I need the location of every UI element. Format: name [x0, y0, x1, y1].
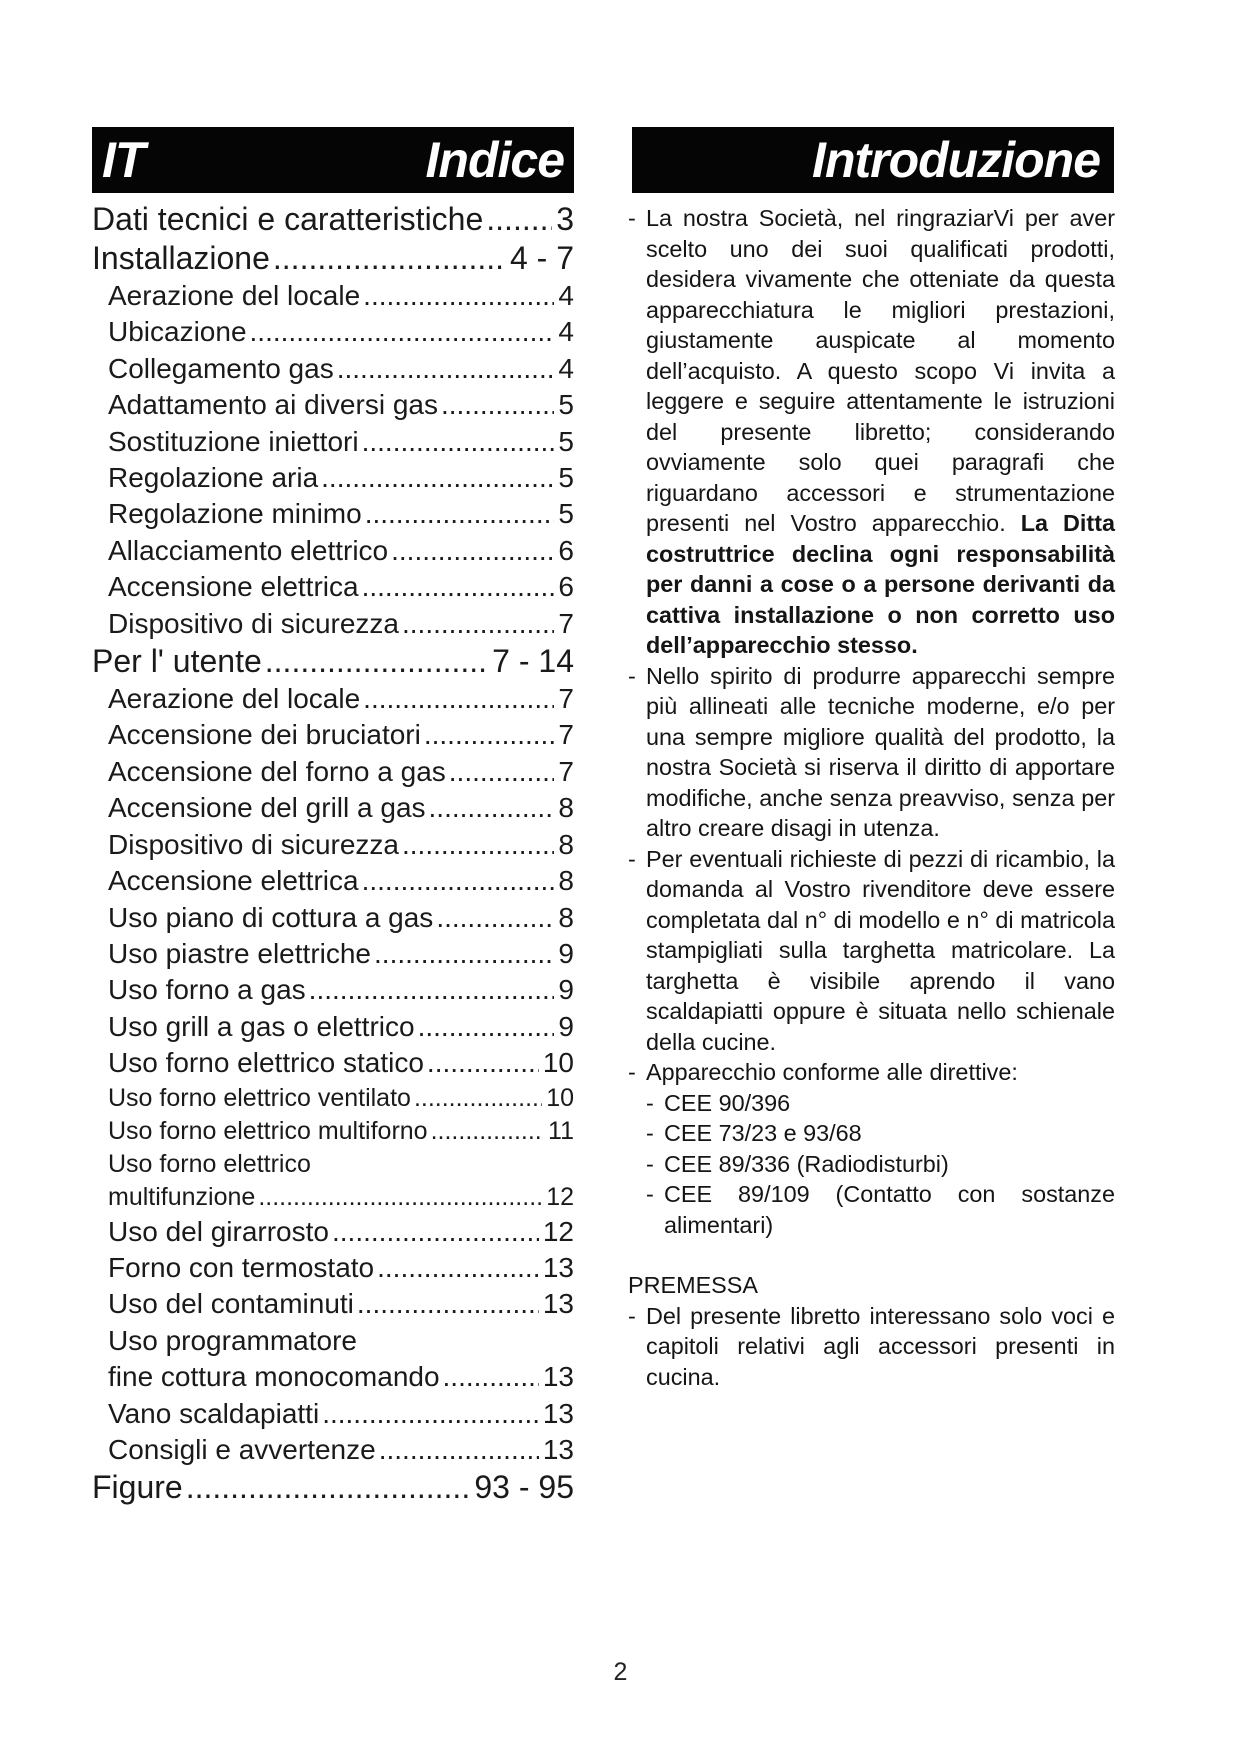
toc-entry-page: 7: [558, 755, 574, 787]
toc-dot-leader: [424, 1045, 539, 1081]
premessa-text: Del presente libretto interessano solo voci e capitoli relativi agli accessori presenti in cucina.: [646, 1302, 1115, 1390]
directive-item: - CEE 89/336 (Radiodisturbi): [646, 1150, 949, 1177]
toc-entry-title: Collegamento gas: [108, 352, 334, 384]
toc-entry-title: Vano scaldapiatti: [108, 1397, 320, 1429]
toc-entry: [92, 790, 574, 826]
introduction-text: [628, 203, 1115, 1392]
directive-text: CEE 90/396: [664, 1089, 791, 1116]
toc-entry-title: Figure: [92, 1469, 183, 1506]
toc-entry-page: 4: [558, 280, 574, 311]
toc-entry: [92, 1214, 574, 1250]
toc-entry: [92, 1115, 574, 1148]
toc-entry: [92, 642, 574, 681]
toc-entry: [92, 1148, 574, 1214]
toc-entry: [92, 1468, 574, 1507]
toc-entry-title: Dispositivo di sicurezza: [108, 828, 399, 860]
toc-entry-title: Uso forno elettrico statico: [108, 1047, 424, 1079]
toc-entry: [92, 569, 574, 605]
toc-entry-page: 9: [558, 974, 574, 1006]
toc-dot-leader: [319, 1396, 539, 1432]
toc-entry-title: Accensione elettrica: [108, 571, 359, 603]
toc-entry-page: 9: [558, 1010, 574, 1042]
toc-entry-title: multifunzione: [108, 1182, 256, 1211]
toc-entry: [92, 387, 574, 423]
toc-dot-leader: [262, 642, 488, 681]
toc-dot-leader: [421, 717, 555, 753]
toc-entry-page: 8: [558, 828, 574, 860]
index-title: Indice: [425, 132, 564, 188]
toc-entry-page: 5: [558, 498, 574, 530]
toc-entry-title: Uso forno elettrico ventilato: [108, 1083, 411, 1112]
toc-entry-page: 13: [542, 1361, 574, 1393]
toc-dot-leader: [318, 460, 554, 496]
toc-entry: [92, 1432, 574, 1468]
toc-entry-page: 13: [542, 1397, 574, 1429]
intro-paragraph-4-text: Apparecchio conforme alle direttive:: [646, 1059, 1018, 1085]
toc-entry-title: Regolazione aria: [108, 462, 319, 494]
toc-dot-leader: [411, 1082, 542, 1115]
toc-entry: [92, 314, 574, 350]
toc-entry: [92, 278, 574, 314]
toc-dot-leader: [426, 790, 555, 826]
toc-entry: [92, 754, 574, 790]
toc-entry-title: Per l' utente: [92, 643, 262, 680]
toc-entry-title: Uso piano di cottura a gas: [108, 901, 434, 933]
toc-dot-leader: [354, 1286, 539, 1322]
premessa-heading: PREMESSA: [628, 1272, 758, 1298]
toc-entry-title: Dispositivo di sicurezza: [108, 607, 399, 639]
intro-paragraph-1-text: La nostra Società, nel ringraziarVi per aver scelto uno dei suoi qualificati prodotti, desidera vivamente che otteniate da questa apparecchiatura le migliori prestazioni, giustamente auspicate al momento dell’acquisto. A questo scopo Vi invita a leggere e seguire attentamente le istruzioni del presente libretto; considerando ovviamente solo quei paragrafi che riguardano accessori e strumentazione presenti nel Vostro apparecchio.: [646, 205, 1115, 536]
directive-text: CEE 89/336 (Radiodisturbi): [664, 1150, 949, 1177]
toc-entry: [92, 936, 574, 972]
toc-dot-leader: [270, 239, 506, 278]
toc-entry-title: Uso del contaminuti: [108, 1288, 354, 1320]
toc-entry: [92, 351, 574, 387]
toc-entry-title: Aerazione del locale: [108, 280, 361, 311]
toc-entry: [92, 1009, 574, 1045]
directive-item: - CEE 90/396: [646, 1089, 791, 1116]
directive-text: CEE 89/109 (Contatto con sostanze alimentari): [664, 1181, 1115, 1238]
toc-entry-page: 93 - 95: [474, 1469, 574, 1506]
toc-entry-page: 6: [558, 571, 574, 603]
toc-entry-page: 3: [556, 201, 574, 237]
toc-entry-title-line: Uso programmatore: [108, 1324, 357, 1356]
intro-paragraph-3: - Per eventuali richieste di pezzi di ricambio, la domanda al Vostro rivenditore deve essere completata dal n° di modello e n° di matricola stampigliati sulla targhetta matricolare. La targhetta è visibile aprendo il vano scaldapiatti oppure è situata nello schienale della cucine.: [628, 845, 1115, 1055]
toc-entry-title: Consigli e avvertenze: [108, 1433, 376, 1465]
toc-entry: [92, 1286, 574, 1322]
language-code: IT: [102, 132, 145, 188]
toc-entry-page: 7: [558, 683, 574, 715]
toc-entry: [92, 1250, 574, 1286]
toc-entry-page: 13: [542, 1251, 574, 1283]
page-number: 2: [613, 1658, 628, 1686]
toc-entry-page: 10: [546, 1083, 574, 1112]
toc-entry-page: 5: [558, 425, 574, 457]
toc-entry: [92, 972, 574, 1008]
toc-dot-leader: [247, 314, 555, 350]
toc-dot-leader: [446, 754, 555, 790]
intro-paragraph-3-text: Per eventuali richieste di pezzi di ricambio, la domanda al Vostro rivenditore deve essere completata dal n° di modello e n° di matricola stampigliati sulla targhetta matricolare. La targhetta è visibile aprendo il vano scaldapiatti oppure è situata nello schienale della cucine.: [646, 845, 1115, 1055]
toc-entry-title: Regolazione minimo: [108, 498, 362, 530]
toc-entry: [92, 460, 574, 496]
toc-dot-leader: [329, 1214, 539, 1250]
toc-dot-leader: [433, 900, 554, 936]
premessa-paragraph: - Del presente libretto interessano solo voci e capitoli relativi agli accessori presenti in cucina.: [628, 1302, 1115, 1390]
toc-entry-page: 12: [542, 1215, 574, 1247]
toc-dot-leader: [360, 278, 554, 314]
toc-entry-title: Uso grill a gas o elettrico: [108, 1010, 415, 1042]
toc-dot-leader: [399, 606, 554, 642]
toc-entry-title: Uso piastre elettriche: [108, 937, 372, 969]
toc-entry-page: 13: [542, 1288, 574, 1320]
toc-entry-title: Accensione del grill a gas: [108, 792, 426, 824]
toc-entry-page: 5: [558, 462, 574, 494]
toc-entry: [92, 200, 574, 239]
intro-paragraph-2: - Nello spirito di produrre apparecchi sempre più allineati alle tecniche moderne, e/o per una sempre migliore qualità del prodotto, la nostra Società si riserva il diritto di apportare modifiche, anche senza preavviso, senza per altro creare disagi in utenza.: [628, 662, 1115, 841]
toc-entry: [92, 900, 574, 936]
toc-entry-title: Accensione dei bruciatori: [108, 719, 421, 751]
toc-entry-title: Uso forno elettrico multiforno: [108, 1116, 428, 1145]
toc-dot-leader: [399, 827, 554, 863]
introduction-title: Introduzione: [812, 132, 1100, 188]
toc-entry-page: 4: [558, 316, 574, 348]
toc-entry-title: Dati tecnici e caratteristiche: [92, 201, 484, 237]
liability-disclaimer: La Ditta costruttrice declina ogni responsabilità per danni a cose o a persone derivanti da cattiva installazione o non corretto uso dell’apparecchio stesso.: [646, 510, 1115, 658]
toc-entry-title: Installazione: [92, 240, 270, 276]
toc-entry: [92, 496, 574, 532]
toc-dot-leader: [360, 681, 554, 717]
toc-entry-page: 7: [558, 719, 574, 751]
toc-entry-page: 6: [558, 534, 574, 566]
toc-dot-leader: [306, 972, 555, 1008]
toc-entry: [92, 606, 574, 642]
toc-entry-page: 5: [558, 389, 574, 421]
toc-entry-page: 13: [542, 1433, 574, 1465]
toc-entry-title-line: Uso forno elettrico: [108, 1149, 311, 1178]
toc-dot-leader: [376, 1432, 539, 1468]
directive-item: - CEE 89/109 (Contatto con sostanze alimentari): [646, 1181, 1115, 1238]
toc-dot-leader: [359, 569, 555, 605]
toc-entry-title: Aerazione del locale: [108, 683, 361, 715]
toc-entry: [92, 1082, 574, 1115]
toc-dot-leader: [183, 1468, 471, 1507]
toc-entry-title: Allacciamento elettrico: [108, 534, 389, 566]
toc-entry: [92, 1045, 574, 1081]
toc-dot-leader: [362, 496, 555, 532]
toc-entry: [92, 681, 574, 717]
toc-entry-page: 4 - 7: [509, 240, 574, 276]
toc-entry: [92, 1323, 574, 1396]
toc-dot-leader: [440, 1359, 539, 1395]
toc-dot-leader: [334, 351, 555, 387]
introduction-header: [632, 127, 1114, 193]
toc-entry-title: Forno con termostato: [108, 1251, 375, 1283]
toc-entry-title: Accensione elettrica: [108, 865, 359, 897]
toc-entry-page: 10: [542, 1047, 574, 1079]
toc-entry-title: Ubicazione: [108, 316, 247, 348]
table-of-contents: [92, 200, 574, 1507]
toc-dot-leader: [359, 863, 555, 899]
toc-entry-title: Uso forno a gas: [108, 974, 306, 1006]
toc-entry-page: 7: [558, 607, 574, 639]
toc-entry-page: 9: [558, 937, 574, 969]
toc-dot-leader: [374, 1250, 539, 1286]
toc-entry-page: 4: [558, 352, 574, 384]
toc-dot-leader: [415, 1009, 555, 1045]
toc-dot-leader: [371, 936, 554, 972]
toc-entry-page: 7 - 14: [492, 643, 574, 680]
toc-entry-page: 12: [546, 1182, 574, 1211]
toc-entry-page: 8: [558, 792, 574, 824]
toc-entry-page: 11: [548, 1116, 574, 1145]
toc-entry: [92, 239, 574, 278]
intro-paragraph-1: - La nostra Società, nel ringraziarVi per aver scelto uno dei suoi qualificati prodotti, desidera vivamente che otteniate da questa apparecchiatura le migliori prestazioni, giustamente auspicate al momento dell’acquisto. A questo scopo Vi invita a leggere e seguire attentamente le istruzioni del presente libretto; considerando ovviamente solo quei paragrafi che riguardano accessori e strumentazione presenti nel Vostro apparecchio. La Ditta costruttrice declina ogni responsabilità per danni a cose o a persone derivanti da cattiva installazione o non corretto uso dell’apparecchio stesso.: [628, 205, 1115, 658]
toc-entry-title: Uso del girarrosto: [108, 1215, 329, 1247]
toc-dot-leader: [428, 1115, 544, 1148]
toc-entry-title: fine cottura monocomando: [108, 1361, 440, 1393]
toc-dot-leader: [483, 200, 552, 239]
toc-entry: [92, 717, 574, 753]
intro-paragraph-4: - Apparecchio conforme alle direttive:: [628, 1059, 1018, 1085]
toc-entry: [92, 863, 574, 899]
intro-paragraph-2-text: Nello spirito di produrre apparecchi sempre più allineati alle tecniche moderne, e/o per una sempre migliore qualità del prodotto, la nostra Società si riserva il diritto di apportare modifiche, anche senza preavviso, senza per altro creare disagi in utenza.: [646, 662, 1115, 841]
toc-dot-leader: [255, 1181, 542, 1214]
toc-entry-page: 8: [558, 865, 574, 897]
toc-entry-title: Accensione del forno a gas: [108, 755, 446, 787]
index-header: [92, 127, 574, 193]
toc-dot-leader: [359, 424, 555, 460]
directive-item: - CEE 73/23 e 93/68: [646, 1120, 862, 1146]
toc-entry: [92, 533, 574, 569]
toc-entry-title: Sostituzione iniettori: [108, 425, 359, 457]
toc-entry: [92, 1396, 574, 1432]
toc-dot-leader: [438, 387, 554, 423]
toc-entry: [92, 424, 574, 460]
toc-entry: [92, 827, 574, 863]
toc-entry-title: Adattamento ai diversi gas: [108, 389, 438, 421]
toc-dot-leader: [388, 533, 554, 569]
directive-text: CEE 73/23 e 93/68: [664, 1120, 862, 1146]
toc-entry-page: 8: [558, 901, 574, 933]
